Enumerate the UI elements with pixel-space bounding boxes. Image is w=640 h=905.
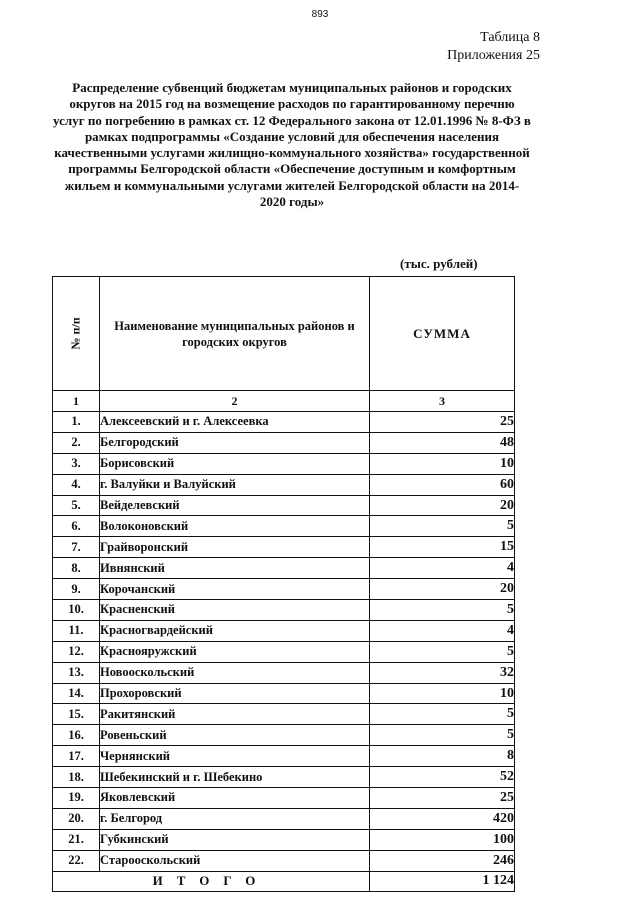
row-sum: 20 (370, 495, 515, 516)
row-sum: 25 (370, 788, 515, 809)
district-name: Краснояружский (100, 641, 370, 662)
header-row (53, 277, 515, 391)
row-sum: 5 (370, 600, 515, 621)
row-number: 15. (53, 704, 100, 725)
row-number: 7. (53, 537, 100, 558)
table-row (53, 662, 515, 683)
table-row (53, 412, 515, 433)
row-number: 10. (53, 600, 100, 621)
row-number: 11. (53, 620, 100, 641)
row-number: 5. (53, 495, 100, 516)
row-sum: 8 (370, 746, 515, 767)
row-number: 2. (53, 432, 100, 453)
row-sum: 10 (370, 453, 515, 474)
table-row (53, 620, 515, 641)
district-name: Прохоровский (100, 683, 370, 704)
total-row (53, 871, 515, 891)
row-number: 18. (53, 767, 100, 788)
district-name: Яковлевский (100, 788, 370, 809)
district-name: Алексеевский и г. Алексеевка (100, 412, 370, 433)
row-sum: 52 (370, 767, 515, 788)
header-num (53, 277, 100, 391)
row-sum: 5 (370, 516, 515, 537)
table-row (53, 579, 515, 600)
row-sum: 32 (370, 662, 515, 683)
row-sum: 15 (370, 537, 515, 558)
table-row (53, 537, 515, 558)
row-sum: 246 (370, 850, 515, 871)
header-sum (370, 277, 515, 391)
table-row (53, 767, 515, 788)
district-name: г. Белгород (100, 808, 370, 829)
district-name: г. Валуйки и Валуйский (100, 474, 370, 495)
row-number: 12. (53, 641, 100, 662)
table-row (53, 641, 515, 662)
row-sum: 4 (370, 558, 515, 579)
table-row (53, 704, 515, 725)
row-sum: 5 (370, 725, 515, 746)
row-sum: 420 (370, 808, 515, 829)
row-number: 17. (53, 746, 100, 767)
row-number: 19. (53, 788, 100, 809)
row-sum: 48 (370, 432, 515, 453)
table-row (53, 850, 515, 871)
district-name: Ракитянский (100, 704, 370, 725)
row-sum: 100 (370, 829, 515, 850)
row-number: 21. (53, 829, 100, 850)
row-sum: 5 (370, 641, 515, 662)
row-number: 8. (53, 558, 100, 579)
units-label: (тыс. рублей) (400, 256, 478, 271)
table-row (53, 558, 515, 579)
row-sum: 20 (370, 579, 515, 600)
header-name (100, 277, 370, 391)
row-number: 6. (53, 516, 100, 537)
table-row (53, 725, 515, 746)
row-number: 1. (53, 412, 100, 433)
subvention-table (52, 276, 515, 892)
row-sum: 25 (370, 412, 515, 433)
column-numbers-row (53, 391, 515, 412)
district-name: Красненский (100, 600, 370, 621)
appendix-caption: Приложения 25 (447, 48, 540, 63)
row-sum: 60 (370, 474, 515, 495)
row-sum: 5 (370, 704, 515, 725)
table-row (53, 453, 515, 474)
table-row (53, 495, 515, 516)
district-name: Белгородский (100, 432, 370, 453)
row-number: 4. (53, 474, 100, 495)
table-row (53, 808, 515, 829)
row-number: 22. (53, 850, 100, 871)
district-name: Борисовский (100, 453, 370, 474)
table-row (53, 683, 515, 704)
total-label: ИТОГО (53, 871, 370, 891)
district-name: Волоконовский (100, 516, 370, 537)
district-name: Корочанский (100, 579, 370, 600)
district-name: Грайворонский (100, 537, 370, 558)
total-sum: 1 124 (370, 871, 515, 891)
table-caption: Таблица 8 (480, 30, 540, 45)
district-name: Ивнянский (100, 558, 370, 579)
table-row (53, 600, 515, 621)
table-row (53, 788, 515, 809)
table-row (53, 829, 515, 850)
district-name: Ровеньский (100, 725, 370, 746)
table-row (53, 746, 515, 767)
column-number-1: 1 (53, 391, 100, 412)
district-name: Красногвардейский (100, 620, 370, 641)
row-sum: 10 (370, 683, 515, 704)
row-number: 20. (53, 808, 100, 829)
document-title: Распределение субвенций бюджетам муниципальных районов и городских округов на 2015 год на возмещение расходов по гарантированному перечню услуг по погребению в рамках ст. 12 Федерального закона от 12.01.1996 № 8-ФЗ в рамках подпрограммы «Создание условий для обеспечения населения качественными услугами жилищно-коммунального хозяйства» государственной программы Белгородской области «Обеспечение доступным и комфортным жильем и коммунальными услугами жителей Белгородской области на 2014-2020 годы» (53, 80, 531, 210)
row-number: 9. (53, 579, 100, 600)
row-number: 16. (53, 725, 100, 746)
header-sum-label: СУММА (413, 325, 471, 341)
district-name: Новооскольский (100, 662, 370, 683)
row-number: 13. (53, 662, 100, 683)
column-number-3: 3 (370, 391, 515, 412)
header-num-label: № п/п (68, 317, 83, 350)
district-name: Вейделевский (100, 495, 370, 516)
table-row (53, 516, 515, 537)
row-number: 14. (53, 683, 100, 704)
column-number-2: 2 (100, 391, 370, 412)
district-name: Чернянский (100, 746, 370, 767)
table-row (53, 432, 515, 453)
table-row (53, 474, 515, 495)
row-sum: 4 (370, 620, 515, 641)
row-number: 3. (53, 453, 100, 474)
district-name: Старооскольский (100, 850, 370, 871)
header-name-label: Наименование муниципальных районов и городских округов (114, 318, 355, 349)
district-name: Губкинский (100, 829, 370, 850)
page-number: 893 (311, 9, 329, 20)
district-name: Шебекинский и г. Шебекино (100, 767, 370, 788)
